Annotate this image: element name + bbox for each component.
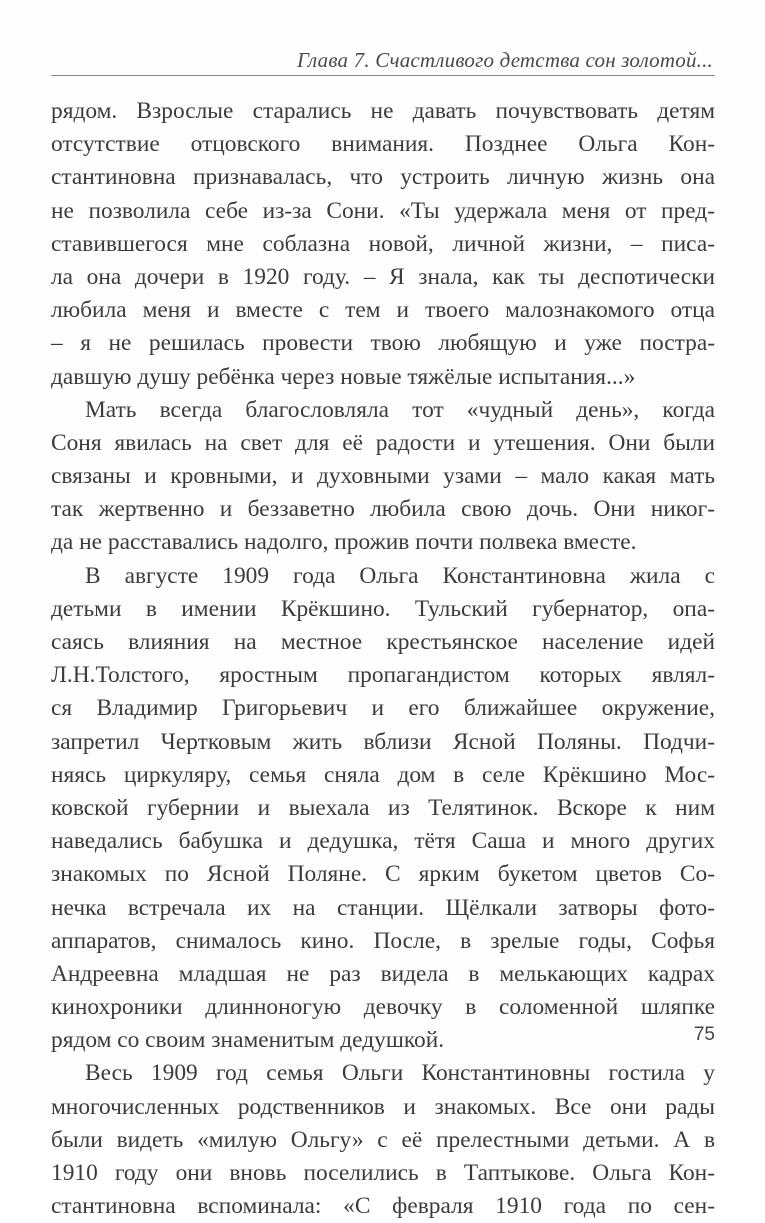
text-line: связаны и кровными, и духовными узами – мало какая мать — [51, 463, 715, 490]
text-line: Мать всегда благословляла тот «чудный день», когда — [85, 396, 715, 423]
text-line: няясь циркуляру, семья сняла дом в селе Крёкшино Мос- — [51, 761, 715, 788]
text-line: саясь влияния на местное крестьянское население идей — [51, 629, 715, 655]
page-number: 75 — [693, 1024, 715, 1045]
paragraph — [51, 394, 715, 560]
paragraph — [51, 95, 715, 394]
text-line: нечка встречала их на станции. Щёлкали затворы фото- — [51, 894, 715, 921]
paragraph — [51, 560, 715, 1058]
text-line: ла она дочери в 1920 году. – Я знала, как ты деспотически — [51, 263, 715, 290]
text-line: кинохроники длинноногую девочку в соломенной шляпке — [51, 994, 715, 1021]
text-line: Л.Н.Толстого, яростным пропагандистом которых являл- — [51, 662, 715, 689]
text-line: рядом. Взрослые старались не давать почувствовать детям — [51, 98, 715, 124]
body-text — [51, 95, 715, 1223]
chapter-running-title: Глава 7. Счастливого детства сон золотой... — [297, 48, 713, 72]
text-line: стантиновна признавалась, что устроить личную жизнь она — [51, 164, 715, 191]
header-rule — [51, 75, 715, 76]
text-line: отсутствие отцовского внимания. Позднее Ольга Кон- — [51, 131, 715, 158]
text-line: детьми в имении Крёкшино. Тульский губернатор, опа- — [51, 595, 715, 622]
text-line: давшую душу ребёнка через новые тяжёлые испытания...» — [51, 363, 636, 390]
text-line: да не расставались надолго, прожив почти полвека вместе. — [51, 529, 637, 556]
text-line: не позволила себе из-за Сони. «Ты удержала меня от пред- — [51, 197, 715, 224]
text-line: рядом со своим знаменитым дедушкой. — [51, 1027, 445, 1054]
text-line: были видеть «милую Ольгу» с её прелестными детьми. А в — [51, 1126, 715, 1153]
paragraph — [51, 1057, 715, 1223]
text-line: 1910 году они вновь поселились в Таптыкове. Ольга Кон- — [51, 1160, 715, 1186]
text-line: Соня явилась на свет для её радости и утешения. Они были — [51, 429, 715, 456]
text-line: Весь 1909 год семья Ольги Константиновны гостила у — [85, 1060, 715, 1087]
text-line: знакомых по Ясной Поляне. С ярким букетом цветов Со- — [51, 861, 715, 888]
text-line: любила меня и вместе с тем и твоего малознакомого отца — [51, 297, 715, 324]
running-header — [51, 48, 715, 78]
text-line: многочисленных родственников и знакомых. Все они рады — [51, 1093, 715, 1120]
text-line: – я не решилась провести твою любящую и уже постра- — [51, 330, 715, 357]
text-line: ковской губернии и выехала из Телятинок. Вскоре к ним — [51, 794, 715, 821]
text-line: В августе 1909 года Ольга Константиновна жила с — [85, 562, 715, 589]
text-line: стантиновна вспоминала: «С февраля 1910 года по сен- — [51, 1193, 715, 1220]
text-line: Андреевна младшая не раз видела в мелькающих кадрах — [51, 960, 715, 987]
text-line: так жертвенно и беззаветно любила свою дочь. Они никог- — [51, 496, 715, 523]
text-line: запретил Чертковым жить вблизи Ясной Поляны. Подчи- — [51, 728, 715, 755]
text-line: ся Владимир Григорьевич и его ближайшее окружение, — [51, 695, 715, 722]
text-line: аппаратов, снималось кино. После, в зрелые годы, Софья — [51, 927, 715, 954]
text-line: наведались бабушка и дедушка, тётя Саша и много других — [51, 828, 715, 855]
text-line: ставившегося мне соблазна новой, личной жизни, – писа- — [51, 230, 715, 257]
